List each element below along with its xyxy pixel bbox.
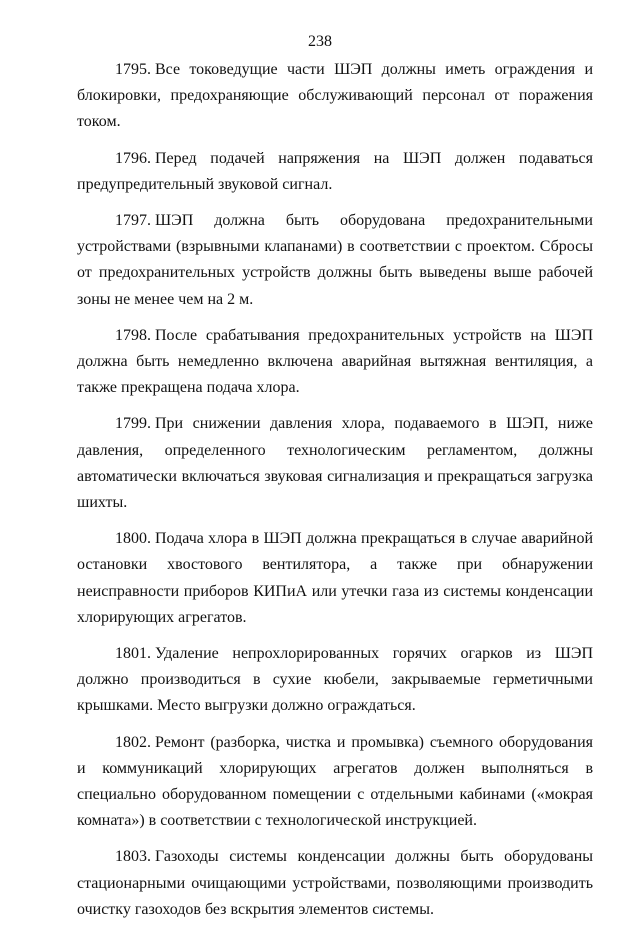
paragraph-text: ШЭП должна быть оборудована предохранительными устройствами (взрывными клапанами) в соответствии с проектом. Сбросы от предохранительных устройств должны быть выведены выше рабочей зоны не менее чем на 2 м. (77, 212, 593, 308)
paragraph-text: Подача хлора в ШЭП должна прекращаться в случае аварийной остановки хвостового вентилятора, а также при обнаружении неисправности приборов КИПиА или утечки газа из системы конденсации хлорирующих агрегатов. (77, 530, 593, 626)
paragraph-text: Все токоведущие части ШЭП должны иметь ограждения и блокировки, предохраняющие обслуживающий персонал от поражения током. (77, 61, 593, 131)
paragraph-1801 (77, 641, 593, 720)
paragraph-number: 1796. (115, 149, 151, 167)
paragraph-number: 1800. (115, 530, 151, 548)
paragraph-text: Удаление непрохлорированных горячих огарков из ШЭП должно производиться в сухие кюбели, закрываемые герметичными крышками. Место выгрузки должно ограждаться. (77, 645, 593, 715)
paragraph-text: Ремонт (разборка, чистка и промывка) съемного оборудования и коммуникаций хлорирующих агрегатов должен выполняться в специально оборудованном помещении с отдельными кабинами («мокрая комната») в соответствии с технологической инструкцией. (77, 733, 593, 830)
paragraph-text: Перед подачей напряжения на ШЭП должен подаваться предупредительный звуковой сигнал. (77, 149, 593, 193)
paragraph-text: При снижении давления хлора, подаваемого в ШЭП, ниже давления, определенного технологическим регламентом, должны автоматически включаться звуковая сигнализация и прекращаться загрузка шихты. (77, 415, 593, 512)
page-number: 238 (308, 33, 332, 50)
paragraph-number: 1797. (115, 212, 151, 230)
paragraph-1800 (77, 526, 593, 631)
paragraph-number: 1801. (115, 645, 151, 663)
paragraph-number: 1803. (115, 848, 151, 866)
paragraph-number: 1795. (115, 61, 151, 78)
paragraph-number: 1798. (115, 326, 151, 344)
paragraph-text: После срабатывания предохранительных устройств на ШЭП должна быть немедленно включена аварийная вытяжная вентиляция, а также прекращена подача хлора. (77, 326, 593, 397)
paragraph-1802 (77, 730, 593, 835)
paragraph-number: 1799. (115, 415, 151, 433)
paragraph-1797 (77, 208, 593, 313)
document-body (77, 57, 593, 933)
paragraph-1795 (77, 57, 593, 136)
paragraph-1799 (77, 411, 593, 516)
paragraph-number: 1802. (115, 733, 151, 751)
paragraph-1803 (77, 844, 593, 923)
paragraph-1796 (77, 146, 593, 198)
paragraph-text: Газоходы системы конденсации должны быть оборудованы стационарными очищающими устройствами, позволяющими производить очистку газоходов без вскрытия элементов системы. (77, 848, 593, 918)
paragraph-1798 (77, 323, 593, 402)
